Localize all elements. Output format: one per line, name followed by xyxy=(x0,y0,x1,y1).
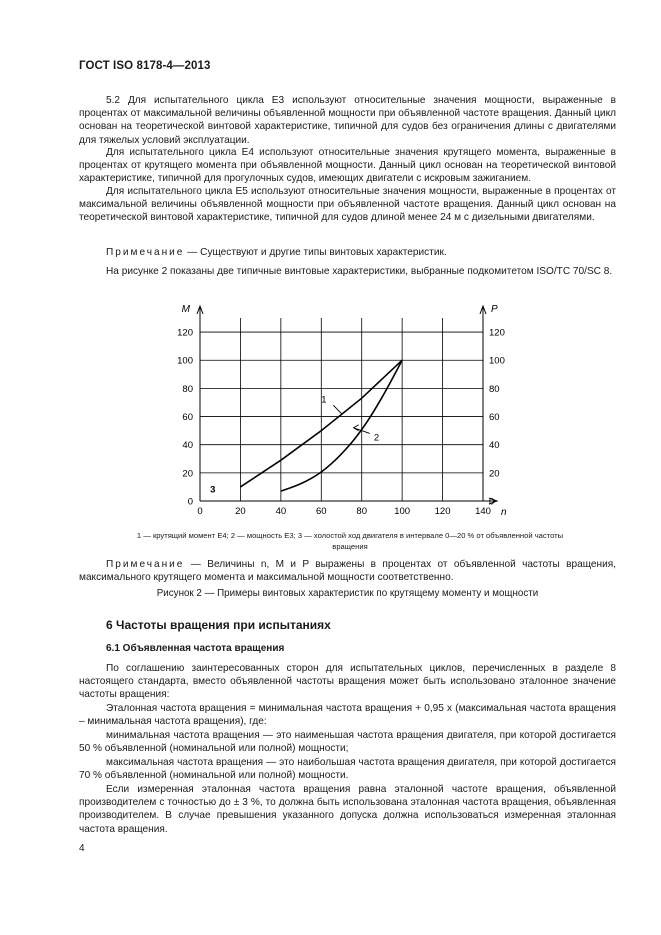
x-tick-label-20: 20 xyxy=(235,506,246,517)
y-left-axis-label: M xyxy=(181,304,190,315)
series-1-leader xyxy=(333,405,341,413)
x-tick-label-120: 120 xyxy=(434,506,451,517)
section-6-1-paragraph-2: Эталонная частота вращения = минимальная частота вращения + 0,95 х (максимальная частота вращения – минимальная частота вращения), где: xyxy=(79,703,616,728)
note-1-text: — Существуют и другие типы винтовых характеристик. xyxy=(187,247,447,258)
region-label-3: 3 xyxy=(210,484,216,496)
paragraph-figure-ref: На рисунке 2 показаны две типичные винтовые характеристики, выбранные подкомитетом ISO/TC 70/SC 8. xyxy=(106,266,613,277)
y-left-tick-label-20: 20 xyxy=(182,468,193,480)
section-6-1-paragraph-1: По соглашению заинтересованных сторон для испытательных циклов, перечисленных в разделе 8 настоящего стандарта, вместо объявленной частоты вращения может быть использовано эталонное значение частоты вращения: xyxy=(79,663,616,701)
page-number: 4 xyxy=(79,843,85,854)
y-left-tick-label-60: 60 xyxy=(182,412,193,424)
x-tick-label-40: 40 xyxy=(275,506,287,517)
x-axis-label: n xyxy=(501,507,507,518)
x-tick-label-80: 80 xyxy=(356,506,368,517)
document-header: ГОСТ ISO 8178-4—2013 xyxy=(79,60,211,72)
paragraph-5-2: 5.2 Для испытательного цикла Е3 используют относительные значения мощности, выраженные в процентах от максимальной величины объявленной мощности при объявленной частоте вращения. Данный цикл основан на теоретической винтовой характеристике, типичной для судов без ограничения длины с двигателями для тяжелых условий эксплуатации. xyxy=(79,95,616,146)
x-tick-label-100: 100 xyxy=(394,506,411,517)
section-6-1-paragraph-3: минимальная частота вращения — это наименьшая частота вращения двигателя, при которой достигается 50 % объявленной (номинальной или полной) мощности; xyxy=(79,730,616,755)
section-6-1-paragraph-5: Если измеренная эталонная частота вращения равна эталонной частоте вращения, объявленной производителем с точностью до ± 3 %, то должна быть использована эталонная частота вращения, объявленная производителем. В случае превышения указанного допуска должна использоваться измеренная эталонная частота вращения. xyxy=(79,784,616,835)
series-2-arrowhead xyxy=(354,425,359,431)
y-left-tick-label-100: 100 xyxy=(177,355,193,367)
paragraph-e5: Для испытательного цикла Е5 используют относительные значения мощности, выраженные в процентах от максимальной величины объявленной мощности при объявленной частоте вращения. Данный цикл основан на теоретической винтовой характеристике, типичной для судов длиной менее 24 м с дизельными двигателями. xyxy=(79,186,616,224)
note-1-label: Примечание xyxy=(106,247,185,258)
note-1 xyxy=(79,246,616,259)
y-right-tick-label-40: 40 xyxy=(489,440,500,452)
section-6-1-paragraph-4: максимальная частота вращения — это наибольшая частота вращения двигателя, при которой достигается 70 % объявленной (номинальной или полной) мощности. xyxy=(79,757,616,782)
propeller-curve-chart xyxy=(150,296,530,521)
series-label-2: 2 xyxy=(373,432,380,444)
y-left-tick-label-40: 40 xyxy=(182,440,193,452)
y-left-tick-label-80: 80 xyxy=(182,383,193,395)
y-right-tick-label-60: 60 xyxy=(489,412,500,424)
y-right-tick-label-80: 80 xyxy=(489,383,500,395)
y-right-tick-label-100: 100 xyxy=(489,355,505,367)
chart-svg xyxy=(150,296,530,521)
note-2-label: Примечание xyxy=(106,559,185,570)
section-6-title: 6 Частоты вращения при испытаниях xyxy=(106,618,331,632)
y-right-tick-label-120: 120 xyxy=(489,327,505,339)
x-tick-label-60: 60 xyxy=(315,506,327,517)
paragraph-e4: Для испытательного цикла Е4 используют относительные значения крутящего момента, выраженные в процентах от крутящего момента при объявленной мощности. Данный цикл основан на теоретической винтовой характеристике, типичной для прогулочных судов, имеющих двигатели с искровым зажиганием. xyxy=(79,147,616,185)
y-right-axis-label: P xyxy=(491,304,498,315)
section-6-1-title: 6.1 Объявленная частота вращения xyxy=(106,643,285,654)
note-2 xyxy=(79,558,616,584)
note-2-text: — Величины n, M и P выражены в процентах от объявленной частоты вращения, максимального крутящего момента и максимальной мощности соответственно. xyxy=(79,559,616,584)
figure-legend: 1 — крутящий момент Е4; 2 — мощность Е3; 3 — холостой ход двигателя в интервале 0—20 % от объявленной частоты вращения xyxy=(136,531,564,551)
series-label-1: 1 xyxy=(321,394,327,406)
y-left-tick-label-0: 0 xyxy=(187,496,193,508)
x-tick-label-140: 140 xyxy=(475,506,491,517)
y-right-tick-label-0: 0 xyxy=(489,496,495,508)
y-right-tick-label-20: 20 xyxy=(489,468,500,480)
y-left-tick-label-120: 120 xyxy=(177,327,193,339)
figure-caption: Рисунок 2 — Примеры винтовых характеристик по крутящему моменту и мощности xyxy=(156,588,539,599)
x-tick-label-0: 0 xyxy=(197,506,203,517)
series-line-2 xyxy=(281,360,402,491)
